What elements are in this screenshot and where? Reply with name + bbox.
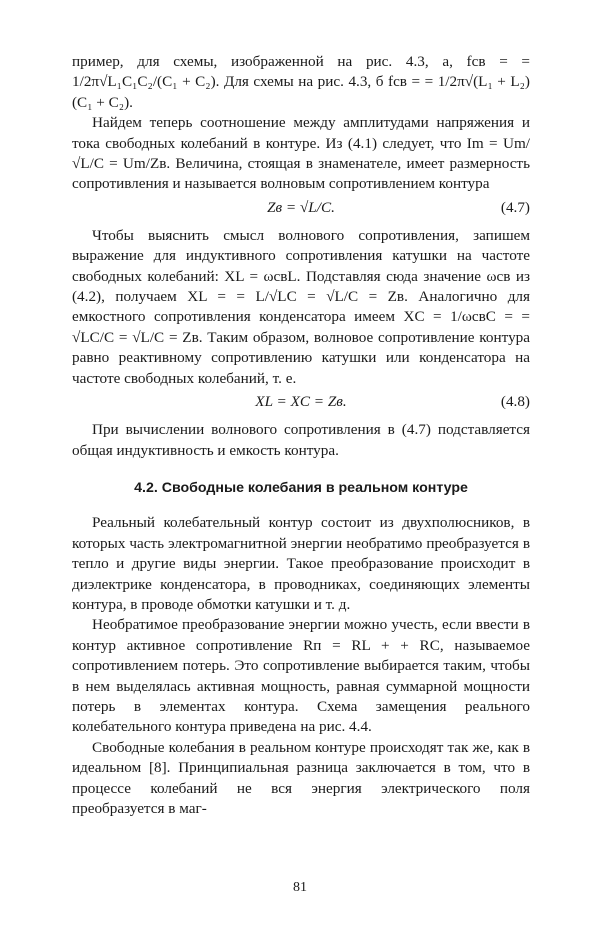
paragraph-1: пример, для схемы, изображенной на рис. 4.3, а, fсв = = 1/2π√L₁C₁C₂/(C₁ + C₂). Для схемы на рис. 4.3, б fсв = = 1/2π√(L₁ + L₂)(C₁ + C₂). <box>72 53 530 111</box>
equation-4-8-number: (4.8) <box>500 393 530 411</box>
paragraph-5: Реальный колебательный контур состоит из двухполюсников, в которых часть электромагнитной энергии необратимо преобразуется в тепло и другие виды энергии. Такое преобразование происходит в диэлектрике конденсатора, в проводниках, соединяющих элементы контура, в проводе обмотки катушки и т. д. <box>72 514 530 613</box>
equation-4-7-expr: Zв = √L/C. <box>267 198 335 216</box>
paragraph-6: Необратимое преобразование энергии можно учесть, если ввести в контур активное сопротивление Rп = RL + + RC, называемое сопротивлением потерь. Это сопротивление выбирается таким, чтобы в нем выделялась активная мощность, равная суммарной мощности потерь в элементах контура. Схема замещения реального колебательного контура приведена на рис. 4.4. <box>72 616 530 736</box>
paragraph-2: Найдем теперь соотношение между амплитудами напряжения и тока свободных колебаний в контуре. Из (4.1) следует, что Im = Um/√L/C = Um/Zв. Величина, стоящая в знаменателе, имеет размерность сопротивления и называется волновым сопротивлением контура <box>72 114 530 193</box>
equation-4-8-expr: XL = XC = Zв. <box>255 393 347 411</box>
page-body <box>72 52 530 819</box>
paragraph-3: Чтобы выяснить смысл волнового сопротивления, запишем выражение для индуктивного сопротивления катушки на частоте свободных колебаний: XL = ωсвL. Подставляя сюда значение ωсв из (4.2), получаем XL = = L/√LC = √L/C = Zв. Аналогично для емкостного сопротивления конденсатора имеем XC = 1/ωсвC = = √LC/C = √L/C = Zв. Таким образом, волновое сопротивление контура равно реактивному сопротивлению катушки или конденсатора на частоте свободных колебаний, т. е. <box>72 226 530 387</box>
equation-4-7-number: (4.7) <box>500 198 530 216</box>
equation-4-7 <box>72 198 530 222</box>
paragraph-7: Свободные колебания в реальном контуре происходят так же, как в идеальном [8]. Принципиальная разница заключается в том, что в процессе колебаний не вся энергия электрического поля преобразуется в маг- <box>72 738 530 817</box>
equation-4-8 <box>72 392 530 416</box>
page-number: 81 <box>293 880 307 895</box>
section-heading: 4.2. Свободные колебания в реальном контуре <box>134 479 468 496</box>
paragraph-4: При вычислении волнового сопротивления в (4.7) подставляется общая индуктивность и емкость контура. <box>72 421 530 459</box>
